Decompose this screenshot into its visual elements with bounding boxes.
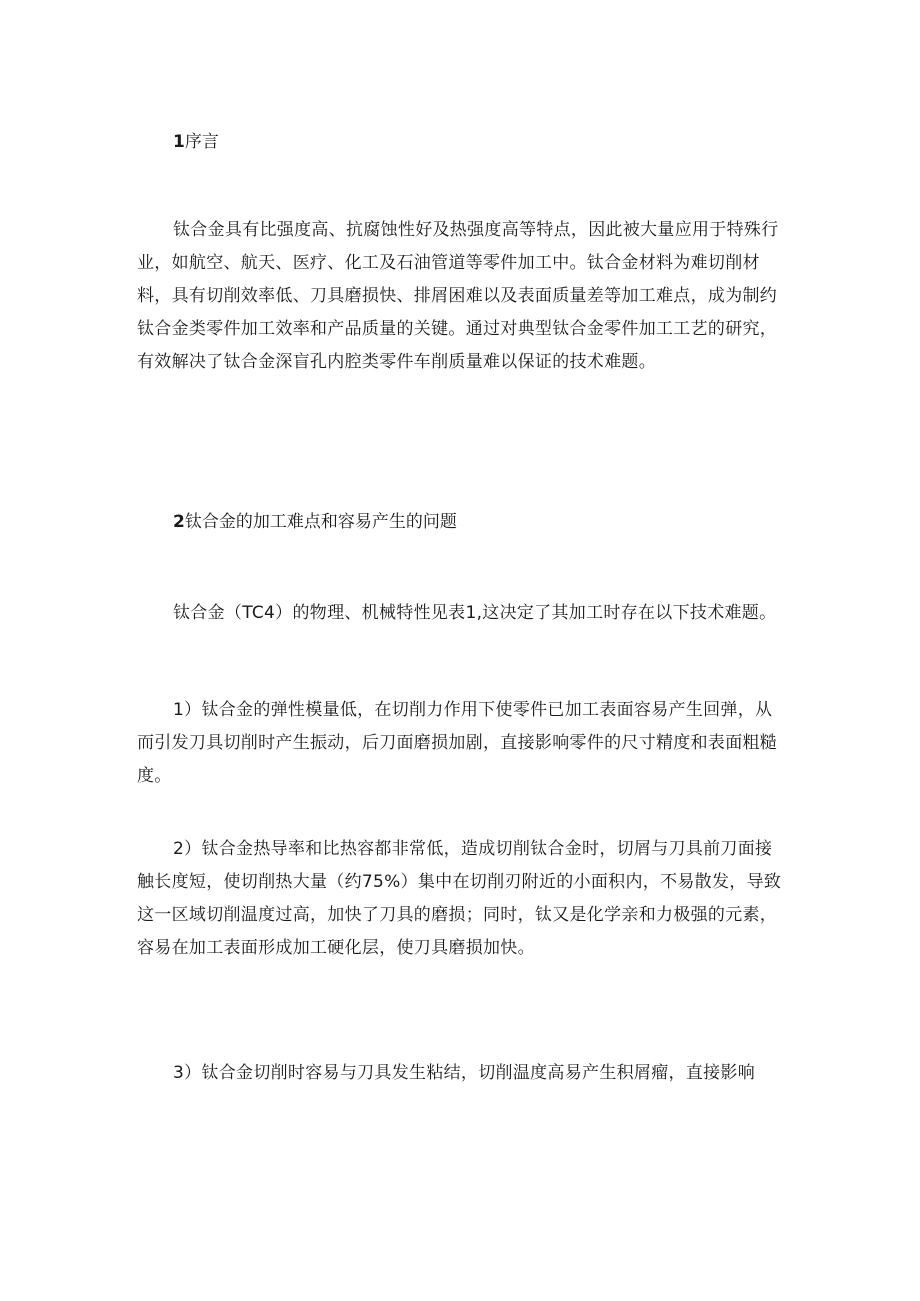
section-1-title: 序言 xyxy=(184,132,219,152)
section-2-title: 钛合金的加工难点和容易产生的问题 xyxy=(184,512,457,532)
difficulty-item-3: 3）钛合金切削时容易与刀具发生粘结，切削温度高易产生积屑瘤，直接影响 xyxy=(173,1063,756,1083)
difficulty-item-2: 2）钛合金热导率和比热容都非常低，造成切削钛合金时，切屑与刀具前刀面接触长度短，使切削热大量（约75%）集中在切削刃附近的小面积内，不易散发，导致这一区域切削温度过高，加快了刀具的磨损；同时，钛又是化学亲和力极强的元素，容易在加工表面形成加工硬化层，使刀具磨损加快。 xyxy=(137,839,782,958)
section-2-number: 2 xyxy=(173,512,185,532)
difficulty-item-1: 1）钛合金的弹性模量低，在切削力作用下使零件已加工表面容易产生回弹，从而引发刀具切削时产生振动，后刀面磨损加剧，直接影响零件的尺寸精度和表面粗糙度。 xyxy=(137,700,778,786)
section-1-heading xyxy=(173,130,219,154)
intro-paragraph: 钛合金具有比强度高、抗腐蚀性好及热强度高等特点，因此被大量应用于特殊行业，如航空、航天、医疗、化工及石油管道等零件加工中。钛合金材料为难切削材料，具有切削效率低、刀具磨损快、排屑困难以及表面质量差等加工难点，成为制约钛合金类零件加工效率和产品质量的关键。通过对典型钛合金零件加工工艺的研究，有效解决了钛合金深盲孔内腔类零件车削质量难以保证的技术难题。 xyxy=(137,220,779,372)
section-2-heading xyxy=(173,510,457,534)
section-2-lead-paragraph: 钛合金（TC4）的物理、机械特性见表1,这决定了其加工时存在以下技术难题。 xyxy=(173,603,777,623)
section-1-number: 1 xyxy=(173,132,185,152)
